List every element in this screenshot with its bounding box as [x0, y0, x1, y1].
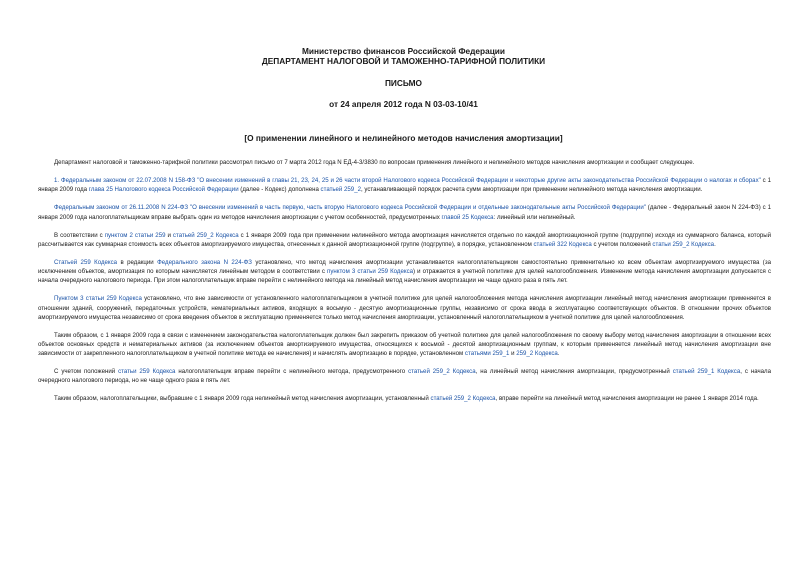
law-224-fz-link[interactable]: Федерального закона N 224-ФЗ [157, 259, 252, 267]
chapter-25-link[interactable]: главой 25 Кодекса [441, 213, 494, 221]
article-259-1-link[interactable]: статьями 259_1 [464, 349, 510, 357]
article-259-1-link[interactable]: статьей 259_1 Кодекса [672, 368, 741, 376]
paragraph-text: (далее - Кодекс) дополнена [238, 186, 321, 194]
paragraph-text: , вправе перейти на линейный метод начисления амортизации не ранее 1 января 2014 года. [495, 395, 759, 403]
document-title: [О применении линейного и нелинейного методов начисления амортизации] [244, 133, 563, 143]
paragraph-2 [38, 176, 771, 194]
article-259-link[interactable]: статьи 259 Кодекса [118, 368, 176, 376]
paragraph-text: (далее - Федеральный закон N 224-ФЗ) с 1 января 2009 года налогоплательщикам вправе выбрать один из методов начисления амортизации с учетом особенностей, предусмотренных [38, 204, 771, 221]
paragraph-5 [38, 258, 771, 285]
paragraph-9 [38, 394, 771, 403]
article-259-link[interactable]: Статьей 259 Кодекса [54, 259, 118, 267]
paragraph-1 [38, 158, 771, 167]
article-322-link[interactable]: статьей 322 Кодекса [533, 240, 592, 248]
department-name: ДЕПАРТАМЕНТ НАЛОГОВОЙ И ТАМОЖЕННО-ТАРИФНОЙ ПОЛИТИКИ [261, 56, 546, 66]
paragraph-text: С учетом положений [54, 368, 119, 376]
paragraph-text: , устанавливающей порядок расчета сумм амортизации при применении нелинейного метода начисления амортизации. [360, 186, 703, 194]
paragraph-6 [38, 294, 771, 321]
paragraph-7 [38, 331, 771, 358]
article-259-p3-link[interactable]: Пунктом 3 статьи 259 Кодекса [54, 295, 142, 303]
paragraph-text: установлено, что вне зависимости от установленного налогоплательщиком в учетной политике для целей налогообложения метода начисления амортизации линейный метод начисления амортизации применяется в отношении зданий, сооружений, передаточных устройств, нематериальных активов, входящих в восьмую - десятую амортизационные группы, независимо от срока ввода в эксплуатацию соответствующих объектов. В отношении прочих объектов амортизируемого имущества независимо от срока введения объектов в эксплуатацию применяется только метод начисления амортизации, установленный налогоплательщиком в учетной политике для целей налогообложения. [38, 295, 771, 321]
paragraph-text: Департамент налоговой и таможенно-тарифной политики рассмотрел письмо от 7 марта 2012 года N ЕД-4-3/3830 по вопросам применения линейного и нелинейного методов начисления амортизации и сообщает следующее. [54, 159, 695, 166]
paragraph-text: и [509, 349, 517, 357]
paragraph-text: в редакции [117, 259, 158, 267]
paragraph-text: , с начала очередного налогового периода, но не чаще одного раза в пять лет. [38, 368, 771, 385]
paragraph-text: В соответствии с [54, 231, 105, 239]
paragraph-text: Таким образом, налогоплательщики, выбравшие с 1 января 2009 года нелинейный метод начисления амортизации, установленный [54, 395, 431, 403]
paragraph-text: с учетом положений [591, 240, 653, 248]
paragraph-text: . [714, 240, 716, 248]
document-date-number: от 24 апреля 2012 года N 03-03-10/41 [329, 99, 478, 109]
document-body [38, 158, 771, 413]
article-259-2-link[interactable]: статьей 259_2 Кодекса [408, 368, 476, 376]
article-259-2-link[interactable]: статьи 259_2 Кодекса [652, 240, 715, 248]
paragraph-8 [38, 367, 771, 385]
article-259-2-link[interactable]: статьей 259_2 Кодекса [172, 231, 239, 239]
paragraph-4 [38, 231, 771, 249]
article-259-2-link[interactable]: 259_2 Кодекса [516, 349, 558, 357]
paragraph-text: ) и отражается в учетной политике для целей налогообложения. Изменение метода начисления амортизации допускается с начала очередного налогового периода. При этом налогоплательщик вправе перейти с нелинейного метода на линейный метод начисления амортизации не чаще одного раза в пять лет. [38, 268, 772, 285]
paragraph-text: Таким образом, с 1 января 2009 года в связи с изменением законодательства налогоплательщик должен был закрепить приказом об учетной политике для целей налогообложения по своему выбору метод начисления амортизации в отношении всех объектов основных средств и нематериальных активов (за исключением объектов амортизируемого имущества, относящихся к восьмой - десятой амортизационным группам, к которым применяется линейный метод начисления амортизации вне зависимости от закрепленного налогоплательщиком в учетной политике метода ее начисления) и начислять амортизацию в порядке, установленном [38, 331, 771, 357]
law-158-fz-link[interactable]: 1. Федеральным законом от 22.07.2008 N 158-ФЗ "О внесении изменений в главы 21, 23, 24, 25 и 26 части второй Налогового кодекса Российской Федерации и некоторые другие акты законодательства Российской Федерации о налогах и сборах" [54, 177, 761, 185]
paragraph-text: с 1 января 2009 года при применении нелинейного метода амортизация начисляется отдельно по каждой амортизационной группе (подгруппе) исходя из суммарного баланса, который рассчитывается как суммарная стоимость всех объектов амортизируемого имущества, отнесенных к данной амортизационной группе (подгруппе), в порядке, установленном [38, 231, 772, 248]
paragraph-text: : линейный или нелинейный. [493, 213, 576, 221]
paragraph-text: . [557, 349, 560, 357]
paragraph-text: с 1 января 2009 года [38, 177, 771, 194]
article-259-2-link[interactable]: статьей 259_2 [320, 186, 361, 194]
paragraph-3 [38, 203, 771, 221]
document-type: ПИСЬМО [384, 78, 423, 88]
paragraph-text: установлено, что метод начисления амортизации устанавливается налогоплательщиком самостоятельно применительно ко всем объектам амортизируемого имущества (за исключением объектов, амортизация по которым начисляется линейным методом в соответствии с [38, 259, 772, 276]
article-259-p3-link[interactable]: пунктом 3 статьи 259 Кодекса [327, 268, 414, 276]
law-224-fz-link[interactable]: Федеральным законом от 26.11.2008 N 224-ФЗ "О внесении изменений в часть первую, часть вторую Налогового кодекса Российской Федерации и отдельные законодательные акты Российской Федерации" [54, 204, 646, 212]
article-259-2-link[interactable]: статьей 259_2 Кодекса [430, 395, 496, 403]
ministry-name: Министерство финансов Российской Федерации [301, 46, 506, 56]
chapter-25-link[interactable]: глава 25 Налогового кодекса Российской Федерации [88, 186, 239, 194]
paragraph-text: , на линейный метод начисления амортизации, предусмотренный [475, 368, 673, 376]
article-259-p2-link[interactable]: пунктом 2 статьи 259 [104, 231, 166, 239]
paragraph-text: налогоплательщик вправе перейти с нелинейного метода, предусмотренного [175, 368, 409, 376]
paragraph-text: и [165, 231, 173, 239]
